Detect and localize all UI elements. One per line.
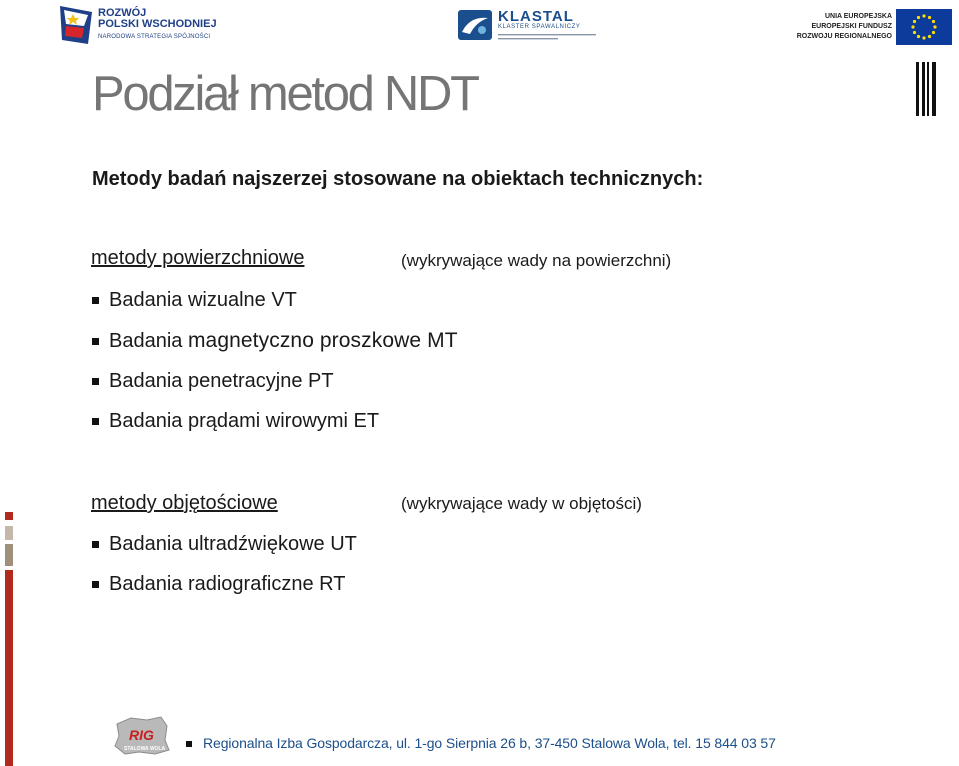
list-item-text: Badania wizualne VT <box>109 289 297 311</box>
list-item <box>92 573 345 596</box>
list-item-text: Badania penetracyjne PT <box>109 370 334 392</box>
bullet-square-icon <box>92 581 99 588</box>
klastal-logo <box>458 8 598 46</box>
rpw-line-1: ROZWÓJ <box>98 7 147 19</box>
rig-map-icon <box>111 714 171 758</box>
footer-address: Regionalna Izba Gospodarcza, ul. 1-go Sierpnia 26 b, 37-450 Stalowa Wola, tel. 15 844 03 57 <box>203 735 776 751</box>
rpw-line-2: POLSKI WSCHODNIEJ <box>98 18 217 30</box>
footer-bullet-icon <box>186 741 192 747</box>
rozwoj-polski-wschodniej-logo <box>60 6 250 46</box>
list-item-text: Badania <box>109 329 188 352</box>
bullet-square-icon <box>92 418 99 425</box>
bullet-square-icon <box>92 338 99 345</box>
section-heading-volume: metody objętościowe <box>91 492 278 514</box>
bullet-square-icon <box>92 378 99 385</box>
list-item-text: Badania ultradźwiękowe UT <box>109 533 357 555</box>
rpw-flag-icon <box>60 6 92 44</box>
rig-name: RIG <box>129 727 154 743</box>
list-item <box>92 370 334 393</box>
ue-line-2: EUROPEJSKI FUNDUSZ <box>811 23 892 30</box>
rig-logo <box>111 714 171 758</box>
section-heading-surface: metody powierzchniowe <box>91 247 305 269</box>
page-title: Podział metod NDT <box>92 67 478 121</box>
bullet-square-icon <box>92 297 99 304</box>
list-item <box>92 289 297 312</box>
klastal-fineprint-icon <box>498 33 598 41</box>
slide-subtitle: Metody badań najszerzej stosowane na obiektach technicznych: <box>92 168 704 190</box>
eu-flag-icon <box>896 9 952 45</box>
list-item <box>92 329 458 353</box>
section-note-volume: (wykrywające wady w objętości) <box>401 494 642 513</box>
list-item <box>92 533 357 556</box>
bullet-square-icon <box>92 541 99 548</box>
decorative-stripes-top-right <box>916 62 940 116</box>
decorative-stripes-left <box>0 512 14 766</box>
klastal-subtitle: KLASTER SPAWALNICZY <box>498 24 581 30</box>
rig-city: STALOWA WOLA <box>124 746 166 752</box>
unia-europejska-logo <box>792 8 952 46</box>
list-item <box>92 410 379 433</box>
list-item-text: Badania radiograficzne RT <box>109 573 346 595</box>
list-item-text-mt: magnetyczno proszkowe MT <box>187 329 458 352</box>
rpw-line-3: NARODOWA STRATEGIA SPÓJNOŚCI <box>98 34 211 40</box>
klastal-name: KLASTAL <box>498 8 574 25</box>
klastal-mark-icon <box>458 10 492 40</box>
ue-line-3: ROZWOJU REGIONALNEGO <box>796 33 892 40</box>
list-item-text: Badania prądami wirowymi ET <box>109 410 380 432</box>
section-note-surface: (wykrywające wady na powierzchni) <box>401 251 672 270</box>
ue-line-1: UNIA EUROPEJSKA <box>824 13 892 20</box>
